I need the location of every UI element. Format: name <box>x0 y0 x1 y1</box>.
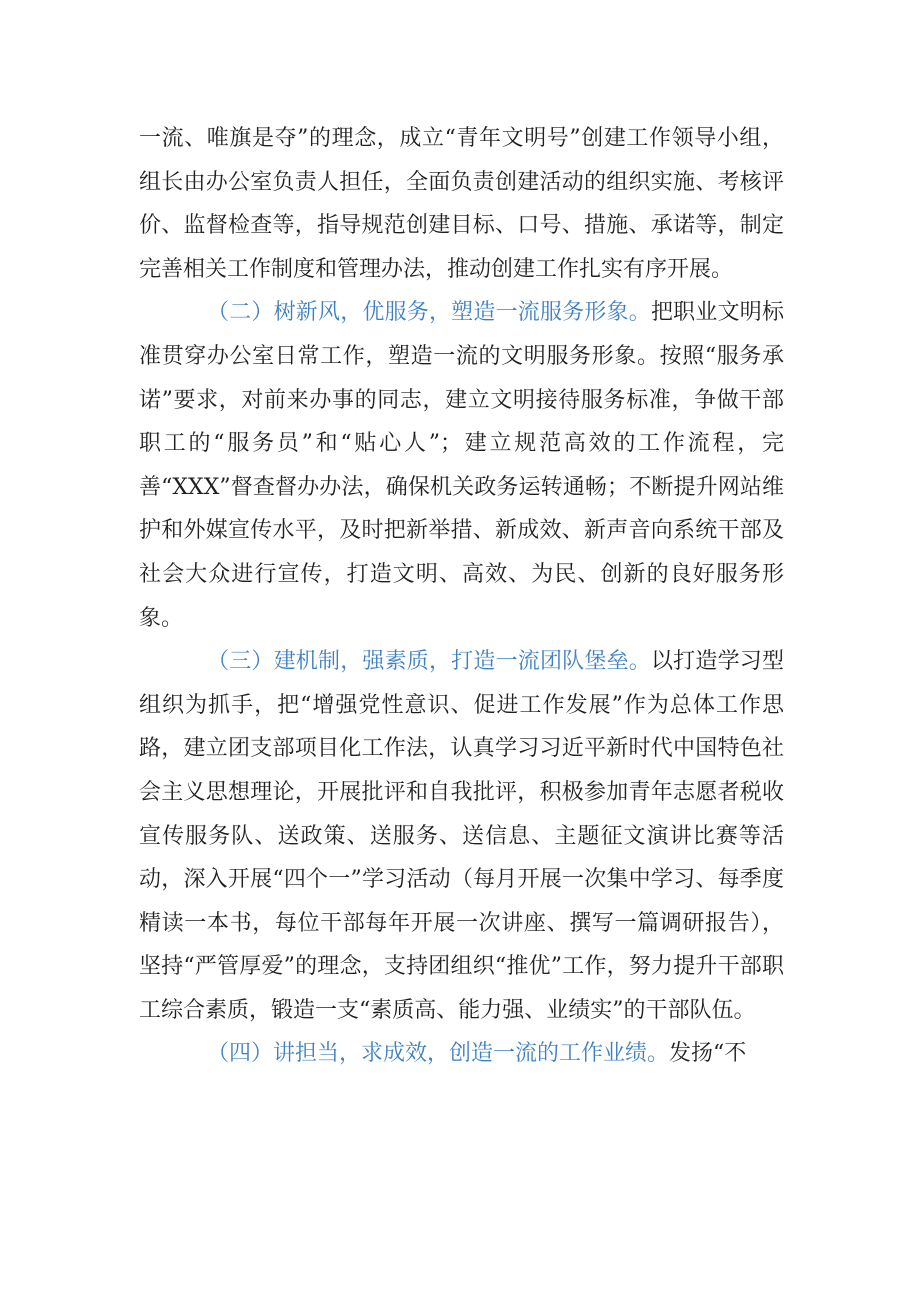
paragraph-section-2 <box>139 291 784 640</box>
paragraph-section-4 <box>139 1032 784 1076</box>
paragraph-body: 把职业文明标准贯穿办公室日常工作，塑造一流的文明服务形象。按照“服务承诺”要求，对前来办事的同志，建立文明接待服务标准，争做干部职工的“服务员”和“贴心人”；建立规范高效的工作流程，完善“XXX”督查督办办法，确保机关政务运转通畅；不断提升网站维护和外媒宣传水平，及时把新举措、新成效、新声音向系统干部及社会大众进行宣传，打造文明、高效、为民、创新的良好服务形象。 <box>139 300 784 631</box>
paragraph-body: 发扬“不 <box>669 1041 747 1067</box>
section-heading: （二）树新风，优服务，塑造一流服务形象。 <box>207 300 651 326</box>
paragraph-continuation <box>139 117 784 291</box>
section-heading: （四）讲担当，求成效，创造一流的工作业绩。 <box>207 1041 670 1067</box>
document-body <box>139 117 784 1076</box>
paragraph-body: 一流、唯旗是夺”的理念，成立“青年文明号”创建工作领导小组，组长由办公室负责人担任，全面负责创建活动的组织实施、考核评价、监督检查等，指导规范创建目标、口号、措施、承诺等，制定完善相关工作制度和管理办法，推动创建工作扎实有序开展。 <box>139 126 784 282</box>
section-heading: （三）建机制，强素质，打造一流团队堡垒。 <box>207 649 651 675</box>
paragraph-section-3 <box>139 640 784 1032</box>
paragraph-body: 以打造学习型组织为抓手，把“增强党性意识、促进工作发展”作为总体工作思路，建立团支部项目化工作法，认真学习习近平新时代中国特色社会主义思想理论，开展批评和自我批评，积极参加青年志愿者税收宣传服务队、送政策、送服务、送信息、主题征文演讲比赛等活动，深入开展“四个一”学习活动（每月开展一次集中学习、每季度精读一本书，每位干部每年开展一次讲座、撰写一篇调研报告），坚持“严管厚爱”的理念，支持团组织“推优”工作，努力提升干部职工综合素质，锻造一支“素质高、能力强、业绩实”的干部队伍。 <box>139 649 784 1023</box>
